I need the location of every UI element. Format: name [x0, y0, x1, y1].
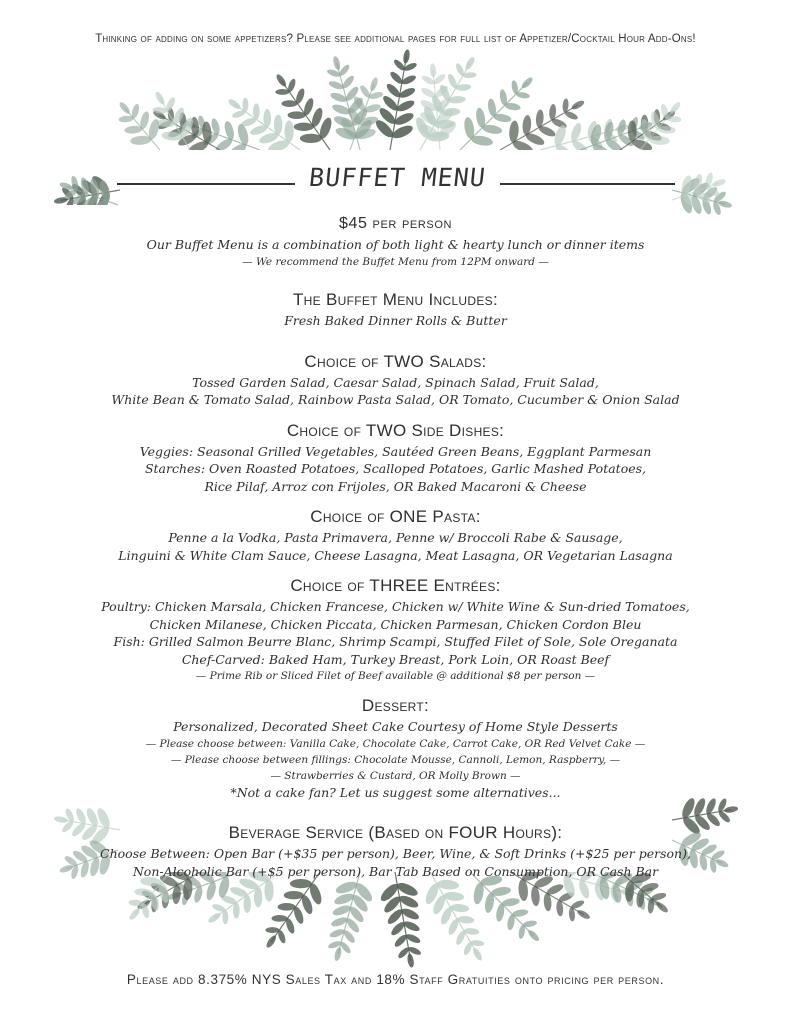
- beverage-line: Non-Alcoholic Bar (+$5 per person), Bar Tab Based on Consumption, OR Cash Bar: [132, 863, 659, 879]
- leaf: [393, 933, 408, 948]
- menu-content: [0, 212, 791, 880]
- leaf: [254, 887, 262, 907]
- dessert-note: — Strawberries & Custard, OR Molly Brown —: [270, 769, 521, 782]
- leaf: [294, 123, 314, 131]
- leaf: [271, 915, 287, 922]
- leaf: [290, 879, 312, 888]
- pasta-line: Linguini & White Clam Sauce, Cheese Lasagna, Meat Lasagna, OR Vegetarian Lasagna: [118, 547, 673, 563]
- title-row: [0, 163, 791, 203]
- leaf: [275, 89, 289, 95]
- leaf: [341, 74, 356, 90]
- leaf: [274, 115, 282, 135]
- leaf: [332, 56, 341, 71]
- entrees-line: Fish: Grilled Salmon Beurre Blanc, Shrimp Scampi, Stuffed Filet of Sole, Sole Oreganata: [113, 634, 678, 649]
- leaf: [570, 99, 585, 111]
- pasta-heading: Choice of ONE Pasta:: [310, 507, 481, 526]
- leaf: [263, 109, 271, 127]
- sides-line: Starches: Oven Roasted Potatoes, Scalloped Potatoes, Garlic Mashed Potatoes,: [144, 461, 647, 476]
- price: $45 per person: [338, 215, 453, 232]
- bottom-note: Please add 8.375% NYS Sales Tax and 18% Staff Gratuities onto pricing per person.: [126, 972, 665, 987]
- sides-line: Rice Pilaf, Arroz con Frijoles, OR Baked Macaroni & Cheese: [204, 478, 587, 494]
- leaf: [389, 70, 404, 85]
- leaf: [464, 56, 476, 71]
- leaf: [288, 111, 306, 119]
- salads-line: Tossed Garden Salad, Caesar Salad, Spinach Salad, Fruit Salad,: [192, 374, 599, 390]
- dessert-heading: Dessert:: [361, 696, 430, 715]
- leaf: [233, 903, 240, 919]
- includes-heading: The Buffet Menu Includes:: [292, 290, 498, 309]
- leaf: [284, 120, 293, 142]
- dessert-line: Personalized, Decorated Sheet Cake Courtesy of Home Style Desserts: [173, 719, 618, 734]
- page-title: BUFFET MENU: [307, 163, 488, 192]
- leaf: [429, 63, 436, 77]
- entrees-line: Chef-Carved: Baked Ham, Turkey Breast, Pork Loin, OR Roast Beef: [181, 651, 610, 667]
- dessert-alt: *Not a cake fan? Let us suggest some alternatives...: [230, 784, 561, 800]
- leaf: [300, 134, 322, 143]
- salads-line: White Bean & Tomato Salad, Rainbow Pasta Salad, OR Tomato, Cucumber & Onion Salad: [111, 392, 680, 407]
- leaf: [520, 76, 534, 90]
- leaf: [402, 49, 410, 64]
- entrees-heading: Choice of THREE Entrées:: [290, 576, 501, 595]
- leaf: [253, 103, 260, 119]
- includes-item: Fresh Baked Dinner Rolls & Butter: [284, 313, 507, 328]
- pasta-line: Penne a la Vodka, Pasta Primavera, Penne w/ Broccoli Rabe & Sausage,: [168, 530, 623, 545]
- leaf: [369, 77, 379, 92]
- sides-heading: Choice of TWO Side Dishes:: [286, 420, 505, 440]
- leaf: [207, 911, 222, 924]
- leaf: [154, 90, 166, 105]
- leaf: [278, 903, 296, 911]
- recommend-note: — We recommend the Buffet Menu from 12PM onward —: [242, 256, 549, 268]
- leaf: [243, 895, 251, 913]
- beverage-line: Choose Between: Open Bar (+$35 per person), Beer, Wine, & Soft Drinks (+$25 per person),: [100, 846, 691, 861]
- leaf: [406, 953, 414, 968]
- leaf: [265, 934, 278, 949]
- title-line-right: [500, 183, 675, 185]
- dessert-note: — Please choose between: Vanilla Cake, Chocolate Cake, Carrot Cake, OR Red Velvet Cake —: [145, 737, 646, 750]
- leaf: [222, 910, 228, 924]
- dessert-note: — Please choose between fillings: Chocolate Mousse, Cannoli, Lemon, Raspberry, —: [170, 753, 621, 766]
- entrees-note: — Prime Rib or Sliced Filet of Beef available @ additional $8 per person —: [195, 670, 596, 682]
- beverage-heading: Beverage Service (Based on FOUR Hours):: [228, 823, 563, 842]
- title-line-left: [117, 183, 295, 185]
- leaf: [227, 98, 242, 111]
- entrees-line: Chicken Milanese, Chicken Piccata, Chicken Parmesan, Chicken Cordon Bleu: [149, 616, 642, 632]
- leaf: [242, 98, 248, 112]
- top-note: Thinking of adding on some appetizers? Please see additional pages for full list of Appetizer/Cocktail Hour Add-Ons!: [95, 33, 696, 45]
- leaf: [333, 947, 342, 962]
- intro-text: Our Buffet Menu is a combination of both light & hearty lunch or dinner items: [146, 237, 645, 252]
- leaf: [265, 927, 279, 933]
- leaf: [628, 120, 637, 141]
- sides-line: Veggies: Seasonal Grilled Vegetables, Sautéed Green Beans, Eggplant Parmesan: [139, 443, 652, 459]
- leaf: [284, 891, 304, 899]
- leaf: [576, 908, 591, 920]
- leaf: [281, 100, 297, 107]
- leaf: [471, 947, 483, 962]
- entrees-line: Poultry: Chicken Marsala, Chicken Francese, Chicken w/ White Wine & Sun-dried Tomatoes,: [101, 599, 690, 614]
- leaf: [275, 73, 288, 88]
- salads-heading: Choice of TWO Salads:: [304, 351, 487, 371]
- leaf: [527, 929, 541, 943]
- leaf: [264, 880, 273, 902]
